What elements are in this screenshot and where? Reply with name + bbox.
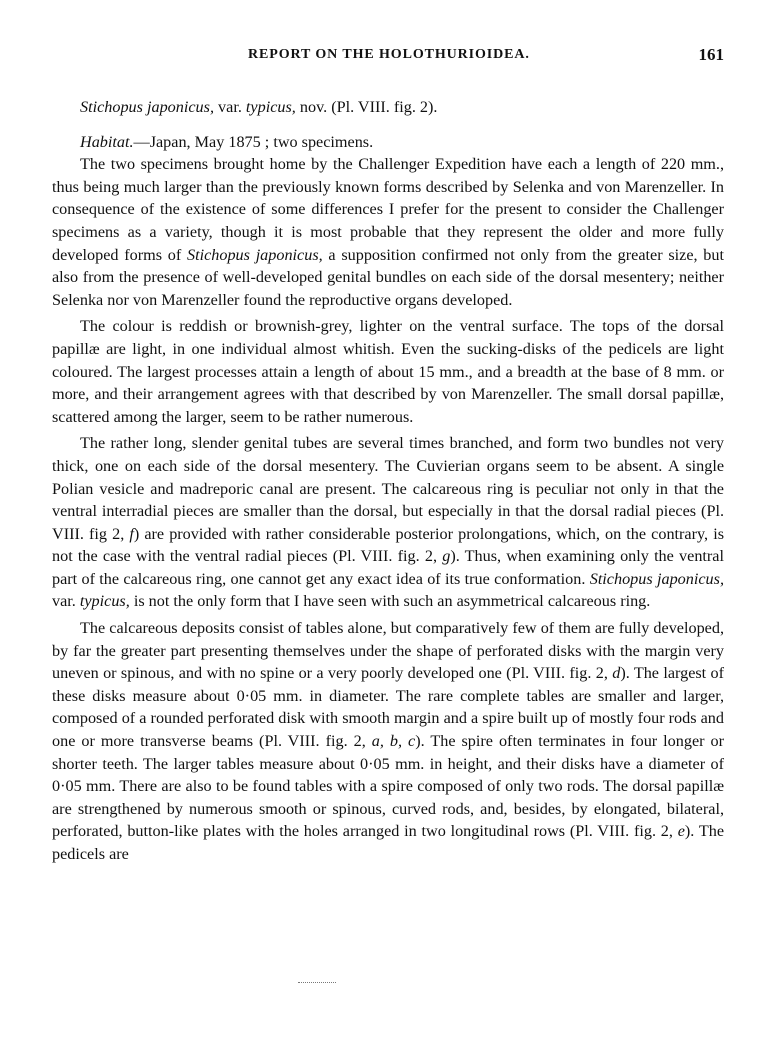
figure-letter: d <box>612 664 621 683</box>
habitat-paragraph <box>52 131 724 154</box>
paragraph-calcareous-deposits <box>52 617 724 866</box>
signature-mark <box>298 982 336 983</box>
paragraph-text: a supposition confirmed not only from the greater size, but also from the presence of well-developed genital bundles on each side of the dorsal mesentery; neither Selenka nor von Marenzeller found the reproductive organs developed. <box>52 245 724 309</box>
paragraph-text: The two specimens brought home by the Challenger Expedition have each a length of 220 mm., thus being much larger than the previously known forms described by Selenka and von Marenzeller. In consequence of the existence of some differences I prefer for the present to consider the Challenger specimens as a variety, though it is most probable that they represent the older and more fully developed forms of <box>52 155 724 264</box>
paragraph-text: The rather long, slender genital tubes are several times branched, and form two bundles not very thick, one on each side of the dorsal mesentery. The Cuvierian organs seem to be absent. A single Polian vesicle and madreporic canal are present. The calcareous ring is peculiar not only in that the ventral interradial pieces are smaller than the dorsal, but especially in that the dorsal radial pieces (Pl. VIII. fig 2, <box>52 434 724 543</box>
habitat-label: Habitat. <box>80 132 134 151</box>
paragraph-text: var. <box>52 592 80 611</box>
paragraph-text: The calcareous deposits consist of tables alone, but comparatively few of them are fully developed, by far the greater part presenting themselves under the shape of perforated disks with the margin very uneven or spinous, and with no spine or a very poorly developed one (Pl. VIII. fig. 2, <box>52 619 724 683</box>
heading-rest: nov. (Pl. VIII. fig. 2). <box>299 98 438 116</box>
species-name: Stichopus japonicus, <box>187 245 323 264</box>
paragraph-specimens <box>52 153 724 311</box>
running-header <box>52 47 724 69</box>
paragraph-genital-tubes <box>52 432 724 613</box>
paragraph-text: is not the only form that I have seen with such an asymmetrical calcareous ring. <box>129 592 651 611</box>
variety-label: var. <box>218 98 242 116</box>
paragraph-text: ). The spire often terminates in four longer or shorter teeth. The larger tables measure about 0·05 mm. in height, and their disks have a diameter of 0·05 mm. There are also to be found tables with a spire composed of only two rods. The dorsal papillæ are strengthened by numerous smooth or spinous, curved rods, and, besides, by elongated, bilateral, perforated, button-like plates with the holes arranged in two longitudinal rows (Pl. VIII. fig. 2, <box>52 732 724 841</box>
paragraph-text: ). The largest of these disks measure about 0·05 mm. in diameter. The rare complete tables are smaller and larger, composed of a rounded perforated disk with smooth margin and a spire built up of mostly four rods and one or more transverse beams (Pl. VIII. fig. 2, <box>52 664 724 751</box>
variety-name: typicus, <box>245 98 296 116</box>
figure-letter: a, b, c <box>371 732 416 751</box>
paragraph-colour: The colour is reddish or brownish-grey, lighter on the ventral surface. The tops of the dorsal papillæ are light, in one individual almost whitish. Even the sucking-disks of the pedicels are light coloured. The largest processes attain a length of about 15 mm., and a breadth at the base of 8 mm. or more, and their arrangement agrees with that described by von Marenzeller. The small dorsal papillæ, scattered among the larger, seem to be rather numerous. <box>52 317 724 426</box>
habitat-text: —Japan, May 1875 ; two specimens. <box>133 132 374 151</box>
figure-letter: e <box>677 822 685 841</box>
paragraph-text: ). The pedicels are <box>52 822 724 863</box>
figure-letter: g <box>442 547 451 566</box>
species-name: Stichopus japonicus, <box>80 98 214 116</box>
figure-letter: f <box>129 524 134 543</box>
paragraph-text: ). Thus, when examining only the ventral part of the calcareous ring, one cannot get any exact idea of its true conformation. <box>52 547 724 588</box>
paragraph-text: ) are provided with rather considerable posterior prolongations, which, on the contrary, is not the case with the ventral radial pieces (Pl. VIII. fig. 2, <box>52 524 724 566</box>
species-heading <box>52 96 724 119</box>
body-text <box>52 96 724 866</box>
variety-name: typicus, <box>79 592 130 611</box>
running-title: REPORT ON THE HOLOTHURIOIDEA. <box>248 47 530 62</box>
page-number: 161 <box>698 45 724 64</box>
species-name: Stichopus japonicus, <box>589 569 724 588</box>
